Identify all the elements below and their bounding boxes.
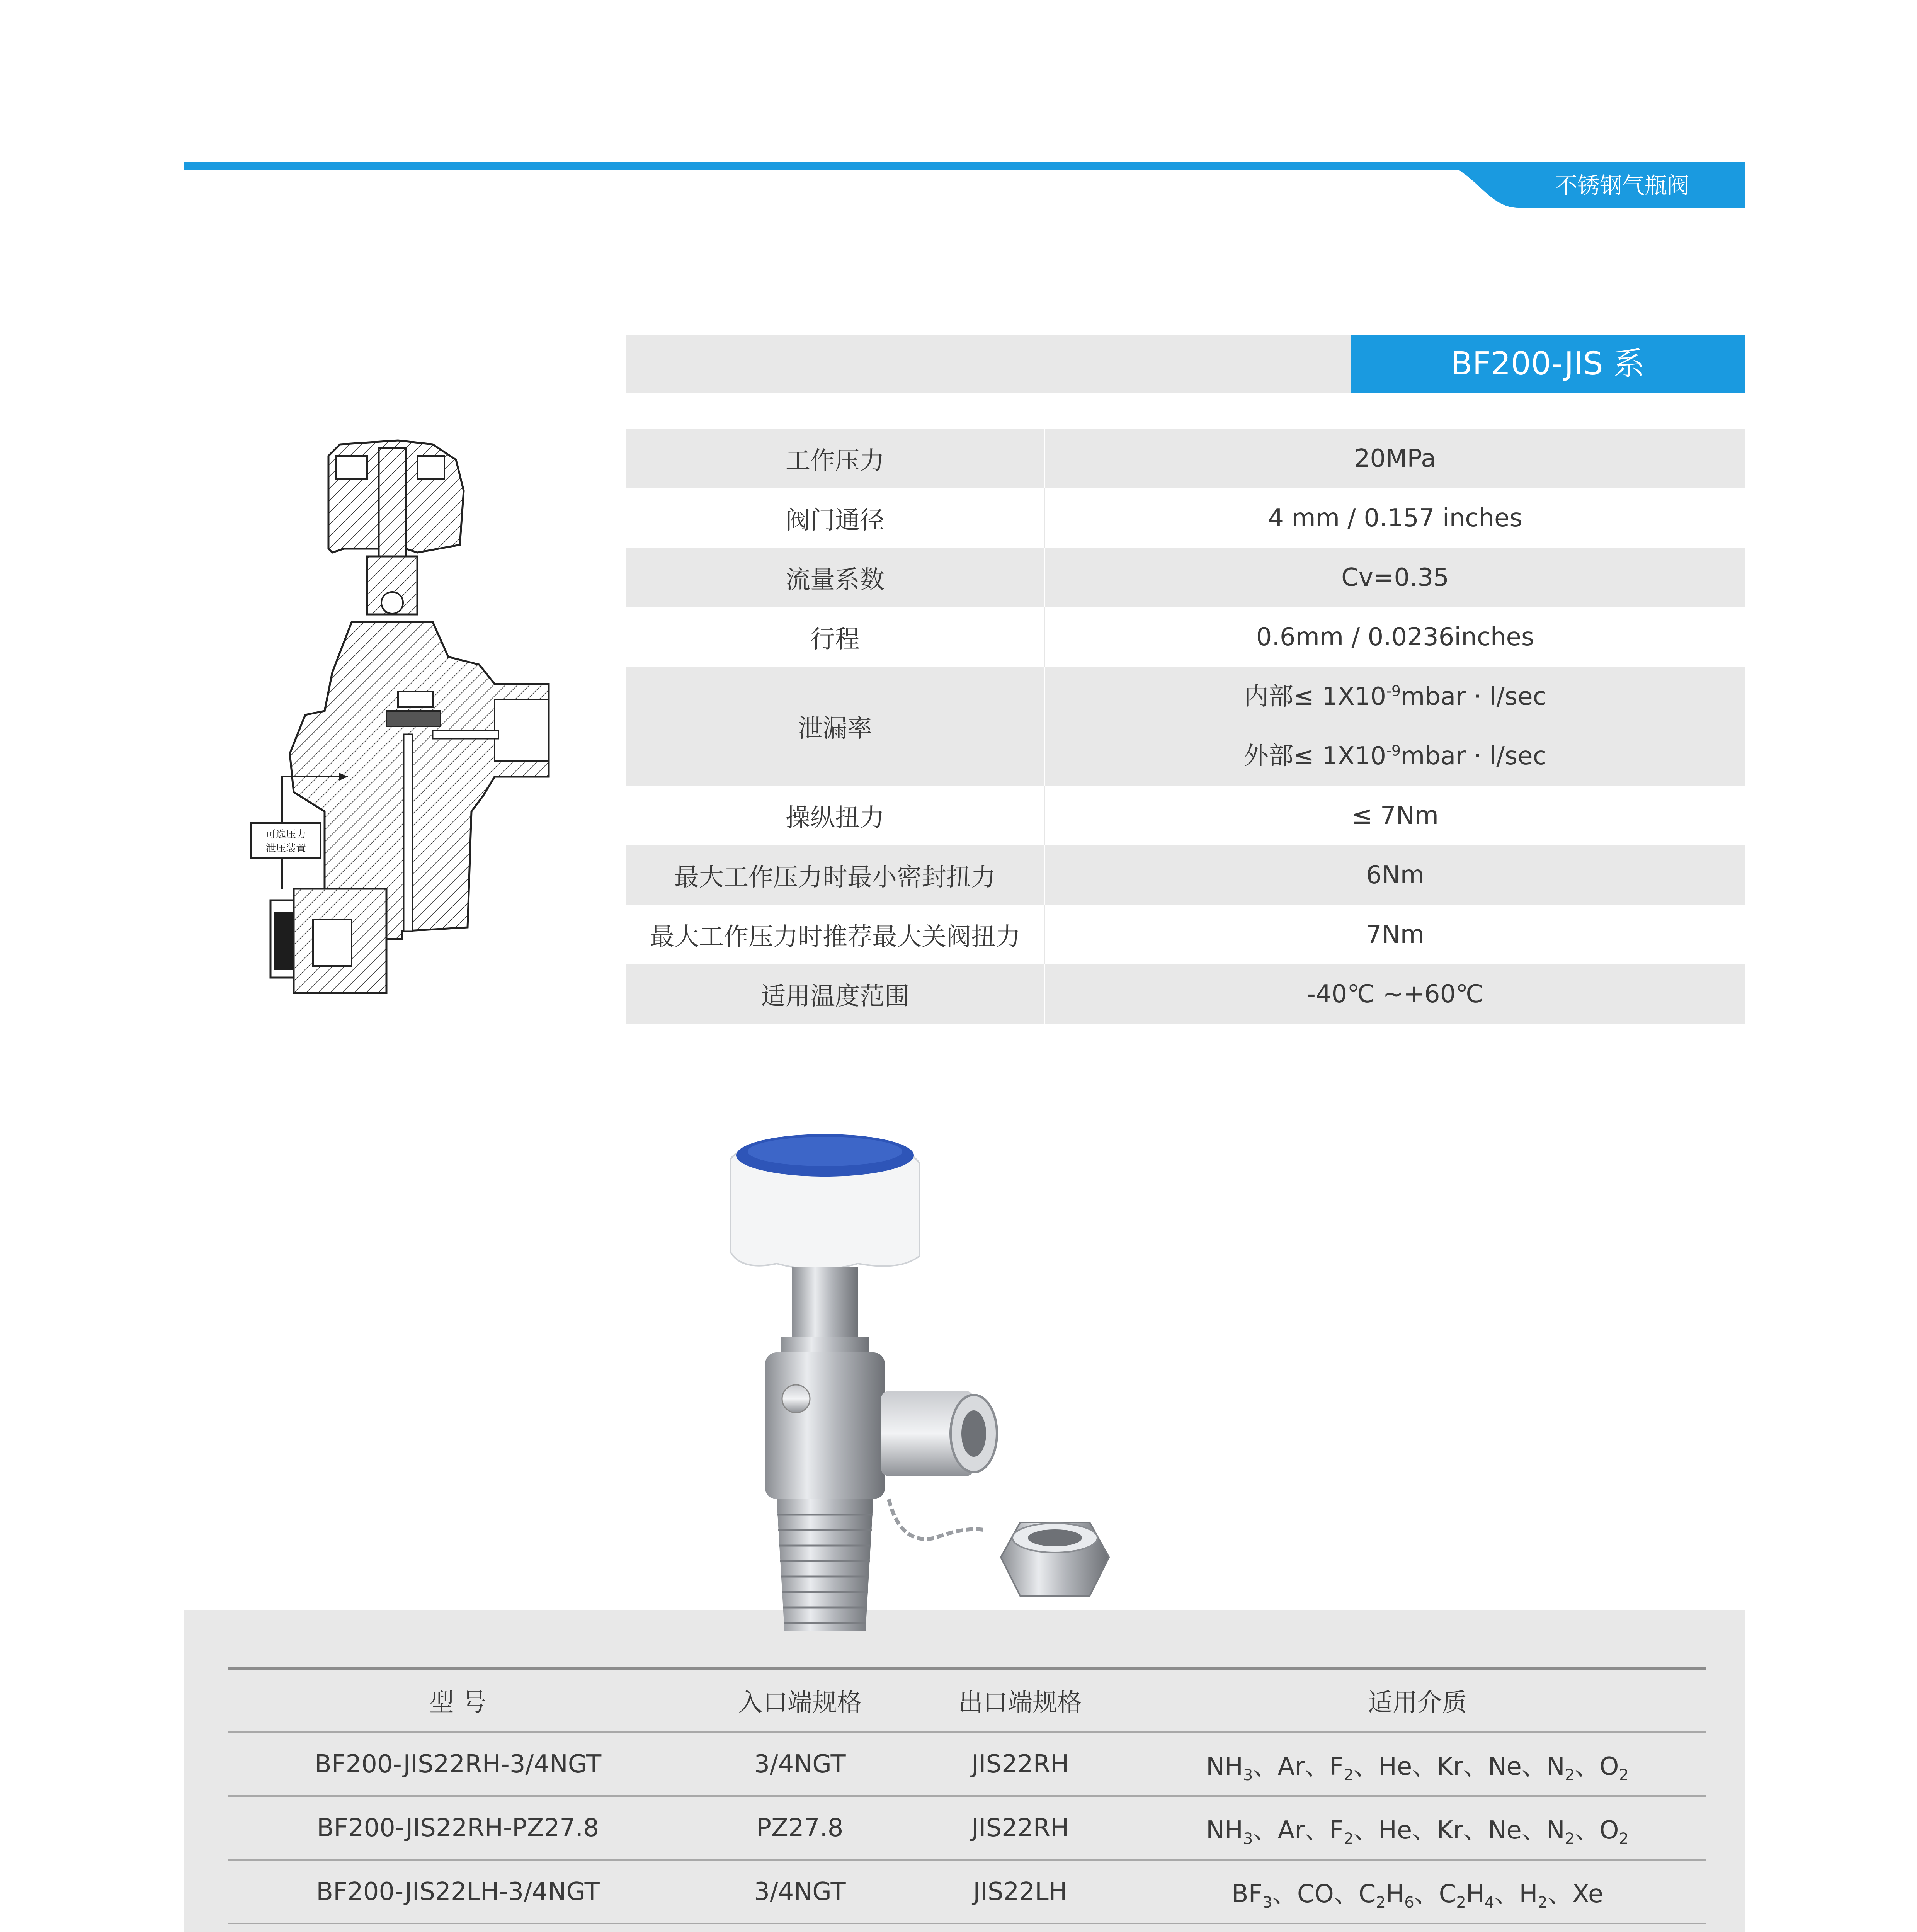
table-row [228, 1733, 1706, 1797]
outlet-cell: JIS22LH [973, 1877, 1067, 1906]
spec-value: 4 mm / 0.157 inches [1268, 504, 1522, 532]
series-title: BF200-JIS 系 [1351, 335, 1745, 393]
inlet-cell: PZ27.8 [756, 1813, 844, 1842]
spec-label: 操纵扭力 [626, 786, 1045, 845]
leak-inner: 内部≤ $1X10^{-9}mbar \cdot l/\sec$ [1244, 682, 1546, 711]
inlet-cell: 3/4NGT [754, 1750, 846, 1779]
outlet-cell: JIS22RH [971, 1813, 1069, 1842]
spec-row [626, 548, 1745, 607]
table-row [228, 1861, 1706, 1924]
spec-value: -40℃ ~+60℃ [1306, 980, 1484, 1009]
category-tab [1430, 162, 1745, 208]
model-cell: BF200-JIS22RH-PZ27.8 [317, 1813, 599, 1842]
spec-row [626, 964, 1745, 1024]
table-row [228, 1797, 1706, 1861]
spec-row [626, 667, 1745, 786]
header-model: 型 号 [429, 1689, 487, 1717]
callout-text-2: 泄压装置 [265, 843, 306, 854]
spec-value: ≤ 7Nm [1352, 801, 1439, 830]
category-label: 不锈钢气瓶阀 [1555, 172, 1689, 199]
model-cell: BF200-JIS22RH-3/4NGT [314, 1750, 602, 1779]
spec-label: 阀门通径 [626, 488, 1045, 548]
model-table [228, 1667, 1706, 1932]
inlet-cell: 3/4NGT [754, 1877, 846, 1906]
header-rule [184, 162, 1556, 170]
header-inlet: 入口端规格 [738, 1689, 862, 1717]
spec-value: 0.6mm / 0.0236inches [1256, 623, 1534, 651]
leak-outer: 外部≤ $1X10^{-9}mbar \cdot l/\sec$ [1244, 742, 1546, 770]
spec-label: 工作压力 [626, 429, 1045, 488]
spec-label: 泄漏率 [626, 667, 1045, 786]
spec-label: 最大工作压力时推荐最大关阀扭力 [626, 905, 1045, 964]
spec-row [626, 488, 1745, 548]
spec-table [626, 429, 1745, 1024]
spec-value: 20MPa [1354, 444, 1436, 473]
spec-label: 适用温度范围 [626, 964, 1045, 1024]
spec-value: Cv=0.35 [1341, 563, 1449, 592]
spec-label: 行程 [626, 607, 1045, 667]
header-media: 适用介质 [1368, 1689, 1467, 1717]
spec-value: 6Nm [1366, 861, 1424, 889]
spec-row [626, 607, 1745, 667]
media-cell: $NH_3$、Ar、$F_2$、He、Kr、Ne、$N_2$、$O_2$ [1206, 1816, 1629, 1848]
spec-row [626, 786, 1745, 845]
callout-text-1: 可选压力 [265, 829, 306, 840]
spec-value-leak [1045, 667, 1745, 786]
model-cell: BF200-JIS22LH-3/4NGT [316, 1877, 600, 1906]
valve-product-photo [719, 1128, 1198, 1654]
header-outlet: 出口端规格 [958, 1689, 1082, 1717]
spec-value: 7Nm [1366, 920, 1424, 949]
media-cell: $NH_3$、Ar、$F_2$、He、Kr、Ne、$N_2$、$O_2$ [1206, 1752, 1629, 1784]
spec-row [626, 429, 1745, 488]
valve-cross-section-diagram [216, 433, 626, 997]
outlet-cell: JIS22RH [971, 1750, 1069, 1779]
spec-label: 最大工作压力时最小密封扭力 [626, 845, 1045, 905]
media-cell: $BF_3$、CO、$C_2H_6$、$C_2H_4$、$H_2$、Xe [1231, 1879, 1604, 1912]
spec-label: 流量系数 [626, 548, 1045, 607]
model-rows [228, 1733, 1706, 1932]
table-header-row [228, 1667, 1706, 1733]
spec-row [626, 845, 1745, 905]
spec-row [626, 905, 1745, 964]
table-row [228, 1924, 1706, 1932]
